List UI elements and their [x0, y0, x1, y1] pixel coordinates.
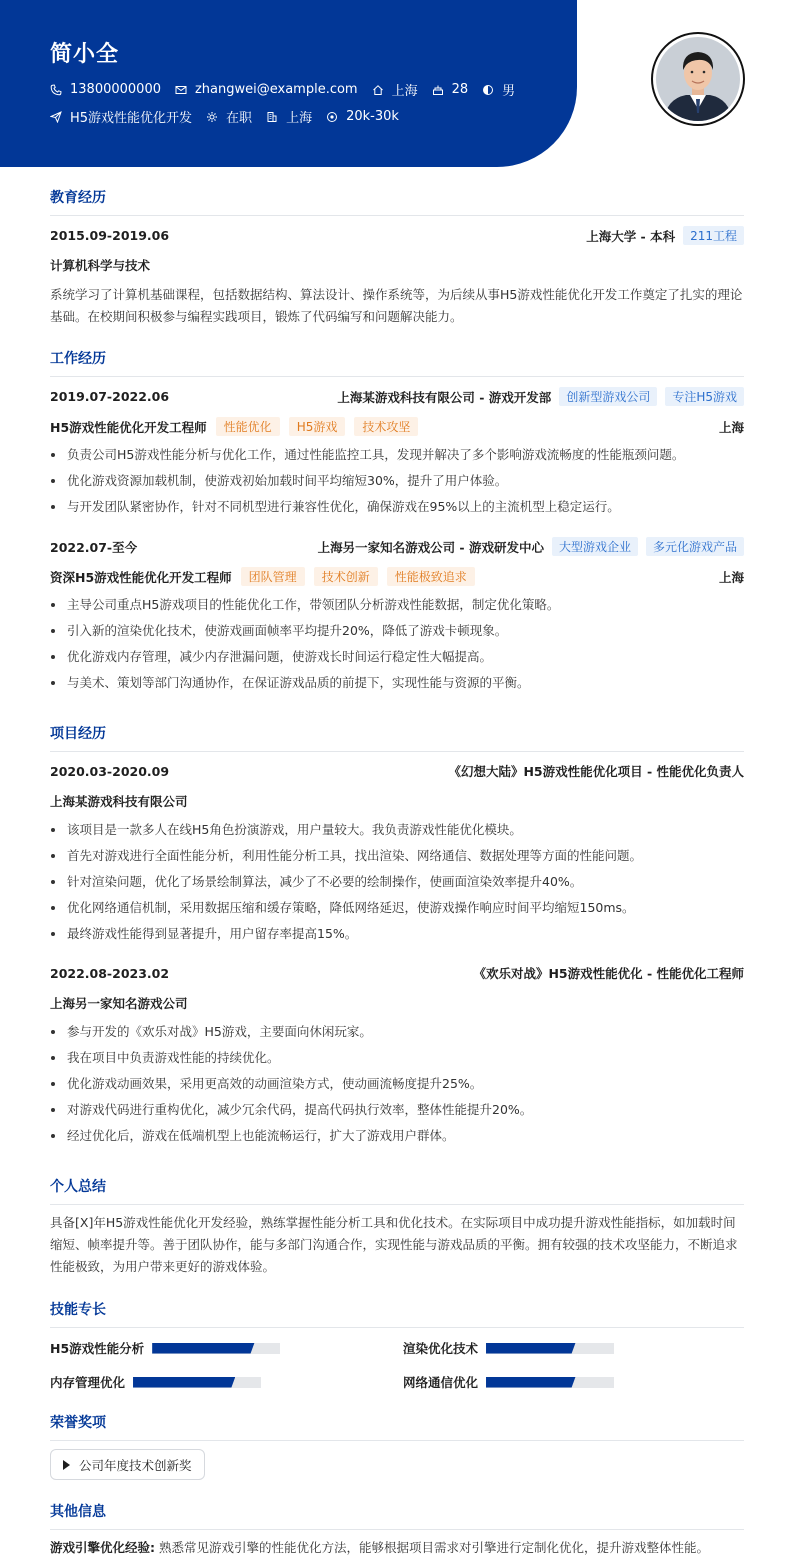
skill-name: H5游戏性能分析 [50, 1341, 145, 1356]
company-tag: 专注H5游戏 [665, 387, 744, 406]
job-company-group [318, 537, 744, 556]
phone-icon [50, 84, 62, 96]
job-period: 2022.07-至今 [50, 539, 138, 555]
list-item: 针对渲染问题，优化了场景绘制算法，减少了不必要的绘制操作，使画面渲染效率提升40%。 [50, 869, 744, 895]
skill-name: 内存管理优化 [50, 1375, 126, 1390]
gear-icon [206, 111, 218, 123]
company-tag: 大型游戏企业 [552, 537, 638, 556]
list-item: 优化游戏内存管理，减少内存泄漏问题，使游戏长时间运行稳定性大幅提高。 [50, 644, 744, 670]
gender-icon [482, 84, 494, 96]
section-title-education: 教育经历 [50, 187, 744, 216]
list-item: 优化网络通信机制，采用数据压缩和缓存策略，降低网络延迟，使游戏操作响应时间平均缩短150ms。 [50, 895, 744, 921]
education-tag: 211工程 [683, 226, 744, 245]
contact-row [50, 80, 529, 99]
list-item: 最终游戏性能得到显著提升，用户留存率提高15%。 [50, 921, 744, 947]
project-bullet-list [50, 1019, 744, 1149]
skill-bar [152, 1343, 280, 1354]
phone-text: 13800000000 [70, 82, 161, 97]
status-text: 在职 [226, 111, 253, 126]
education-major: 计算机科学与技术 [50, 258, 151, 273]
list-item: 对游戏代码进行重构优化，减少冗余代码，提高代码执行效率，整体性能提升20%。 [50, 1097, 744, 1123]
project-company-row [50, 994, 744, 1012]
other-info-line [50, 1538, 709, 1556]
position-tag: 性能极致追求 [387, 567, 475, 586]
project-company-row [50, 792, 744, 810]
email-item [175, 82, 358, 97]
section-title-skills: 技能专长 [50, 1299, 744, 1328]
skill-name: 网络通信优化 [403, 1375, 479, 1390]
job-header-row [50, 387, 744, 406]
hometown-text: 上海 [391, 84, 418, 99]
skill-bar [486, 1377, 614, 1388]
target-city-text: 上海 [286, 111, 313, 126]
salary-item [326, 109, 399, 124]
list-item: 我在项目中负责游戏性能的持续优化。 [50, 1045, 744, 1071]
section-title-summary: 个人总结 [50, 1176, 744, 1205]
position-tag: 性能优化 [216, 417, 280, 436]
skill-item [50, 1373, 261, 1391]
send-icon [50, 111, 62, 123]
age-icon [432, 84, 444, 96]
email-text: zhangwei@example.com [194, 82, 358, 97]
position-tag: H5游戏 [289, 417, 346, 436]
list-item: 经过优化后，游戏在低端机型上也能流畅运行，扩大了游戏用户群体。 [50, 1123, 744, 1149]
section-title-other: 其他信息 [50, 1501, 744, 1530]
gender-item [482, 80, 515, 99]
skill-item [403, 1373, 614, 1391]
play-triangle-icon [63, 1460, 70, 1470]
avatar [651, 32, 745, 126]
list-item: 优化游戏动画效果，采用更高效的动画渲染方式，使动画流畅度提升25%。 [50, 1071, 744, 1097]
portrait-photo [656, 37, 740, 121]
summary-text: 具备[X]年H5游戏性能优化开发经验，熟练掌握性能分析工具和优化技术。在实际项目中成功提升游戏性能指标，如加载时间缩短、帧率提升等。善于团队协作，能与多部门沟通合作，实现性能与游戏品质的平衡。拥有较强的技术攻坚能力，不断追求性能极致，为用户带来更好的游戏体验。 [50, 1215, 738, 1274]
job-city: 上海 [718, 419, 744, 435]
education-header-row [50, 226, 744, 245]
target-icon [326, 111, 338, 123]
home-icon [372, 84, 384, 96]
award-label: 公司年度技术创新奖 [79, 1457, 192, 1473]
education-major-row [50, 256, 744, 274]
job-company-group [337, 387, 744, 406]
job-position-row [50, 417, 744, 436]
skill-bar-fill [486, 1377, 576, 1388]
gender-text: 男 [502, 84, 516, 99]
education-description: 系统学习了计算机基础课程，包括数据结构、算法设计、操作系统等，为后续从事H5游戏性能优化开发工作奠定了扎实的理论基础。在校期间积极参与编程实践项目，锻炼了代码编写和问题解决能力。 [50, 287, 743, 324]
age-text: 28 [451, 82, 469, 97]
skill-bar-fill [133, 1377, 235, 1388]
salary-text: 20k-30k [346, 109, 399, 124]
list-item: 参与开发的《欢乐对战》H5游戏，主要面向休闲玩家。 [50, 1019, 744, 1045]
project-header-row [50, 762, 744, 780]
skill-bar [133, 1377, 261, 1388]
job-city: 上海 [718, 569, 744, 585]
project-name: 《幻想大陆》H5游戏性能优化项目 - 性能优化负责人 [448, 764, 744, 779]
job-position: 资深H5游戏性能优化开发工程师 [50, 569, 232, 585]
list-item: 与美术、策划等部门沟通协作，在保证游戏品质的前提下，实现性能与资源的平衡。 [50, 670, 744, 696]
status-item [206, 107, 252, 126]
skill-bar [486, 1343, 614, 1354]
project-period: 2020.03-2020.09 [50, 763, 170, 779]
list-item: 与开发团队紧密协作，针对不同机型进行兼容性优化，确保游戏在95%以上的主流机型上稳定运行。 [50, 494, 744, 520]
building-icon [266, 111, 278, 123]
education-school: 上海大学 - 本科 [586, 228, 676, 244]
skill-bar-fill [152, 1343, 254, 1354]
job-bullet-list [50, 592, 744, 696]
education-period: 2015.09-2019.06 [50, 228, 170, 243]
list-item: 负责公司H5游戏性能分析与优化工作，通过性能监控工具，发现并解决了多个影响游戏流畅度的性能瓶颈问题。 [50, 442, 744, 468]
position-tag: 团队管理 [241, 567, 305, 586]
list-item: 优化游戏资源加载机制，使游戏初始加载时间平均缩短30%，提升了用户体验。 [50, 468, 744, 494]
job-intent-row [50, 107, 413, 126]
award-chip[interactable] [50, 1449, 205, 1480]
section-title-work: 工作经历 [50, 348, 744, 377]
hometown-item [372, 80, 418, 99]
target-city-item [266, 107, 312, 126]
education-school-group [586, 226, 744, 245]
other-info-text: 熟悉常见游戏引擎的性能优化方法，能够根据项目需求对引擎进行定制化优化，提升游戏整体性能。 [158, 1540, 709, 1555]
company-tag: 多元化游戏产品 [646, 537, 744, 556]
list-item: 主导公司重点H5游戏项目的性能优化工作，带领团队分析游戏性能数据，制定优化策略。 [50, 592, 744, 618]
section-title-awards: 荣誉奖项 [50, 1412, 744, 1441]
section-title-projects: 项目经历 [50, 723, 744, 752]
position-tag: 技术创新 [314, 567, 378, 586]
mail-icon [175, 84, 187, 96]
project-period: 2022.08-2023.02 [50, 965, 170, 981]
candidate-name: 简小全 [50, 42, 120, 67]
company-tag: 创新型游戏公司 [559, 387, 657, 406]
project-header-row [50, 964, 744, 982]
skill-bar-fill [486, 1343, 576, 1354]
position-tag: 技术攻坚 [354, 417, 418, 436]
list-item: 该项目是一款多人在线H5角色扮演游戏，用户量较大。我负责游戏性能优化模块。 [50, 817, 744, 843]
target-job-item [50, 107, 192, 126]
list-item: 首先对游戏进行全面性能分析，利用性能分析工具，找出渲染、网络通信、数据处理等方面的性能问题。 [50, 843, 744, 869]
job-position-row [50, 567, 744, 586]
project-bullet-list [50, 817, 744, 947]
job-header-row [50, 537, 744, 556]
project-company: 上海某游戏科技有限公司 [50, 794, 188, 809]
age-item [432, 82, 469, 97]
skill-item [403, 1339, 614, 1357]
job-period: 2019.07-2022.06 [50, 389, 170, 404]
other-info-label: 游戏引擎优化经验: [50, 1540, 155, 1555]
project-company: 上海另一家知名游戏公司 [50, 996, 188, 1011]
project-name: 《欢乐对战》H5游戏性能优化 - 性能优化工程师 [473, 966, 744, 981]
skill-name: 渲染优化技术 [403, 1341, 479, 1356]
job-company: 上海另一家知名游戏公司 - 游戏研发中心 [317, 539, 544, 555]
list-item: 引入新的渲染优化技术，使游戏画面帧率平均提升20%，降低了游戏卡顿现象。 [50, 618, 744, 644]
skill-item [50, 1339, 280, 1357]
job-position: H5游戏性能优化开发工程师 [50, 419, 207, 435]
target-job-text: H5游戏性能优化开发 [70, 111, 193, 126]
job-bullet-list [50, 442, 744, 520]
job-company: 上海某游戏科技有限公司 - 游戏开发部 [337, 389, 552, 405]
phone-item [50, 82, 161, 97]
